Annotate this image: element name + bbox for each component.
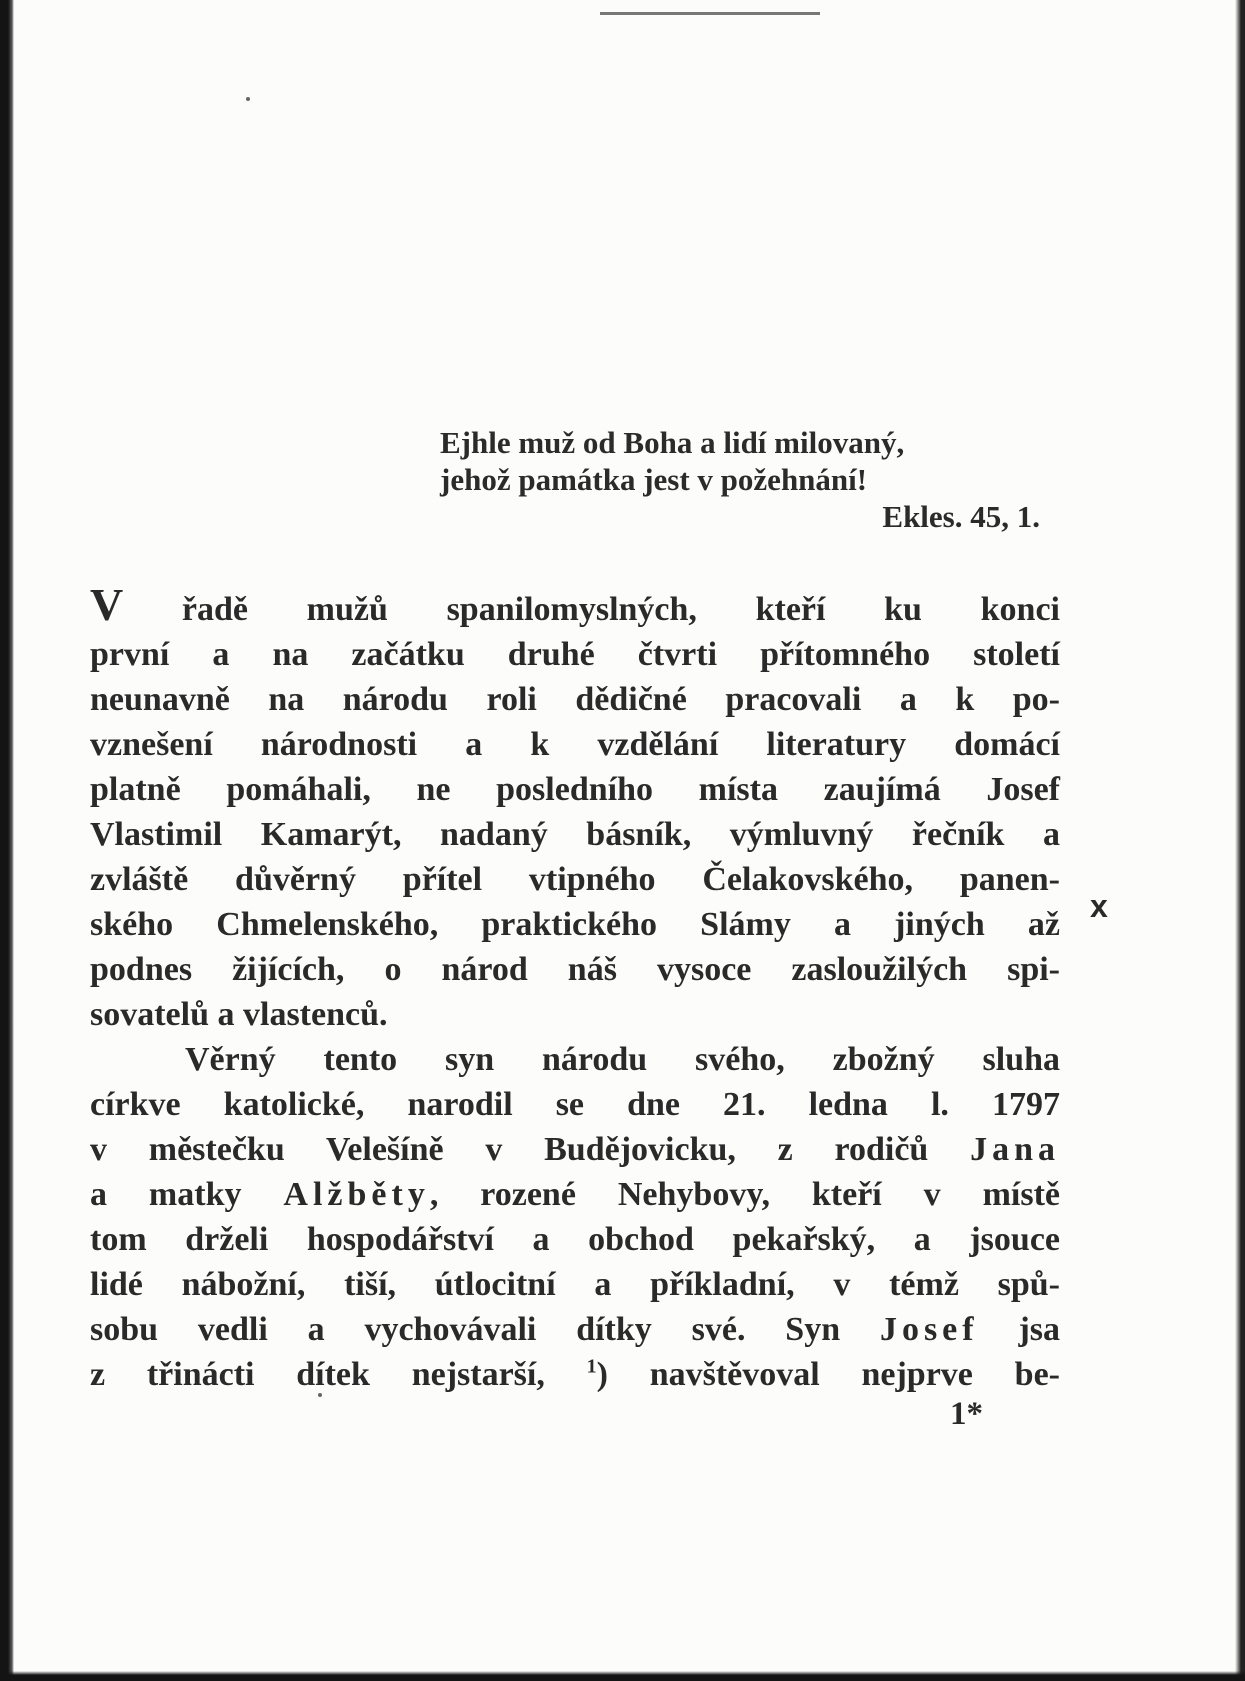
margin-note-mark: x [1090,888,1108,924]
dropcap: V [90,579,124,630]
text-line: sobu vedli a vychovávali dítky své. Syn Josef jsa [90,1311,1061,1348]
text-line: lidé nábožní, tiší, útlocitní a příkladní, v témž spů- [90,1266,1060,1303]
text-line: podnes žijících, o národ náš vysoce zasloužilých spi- [90,951,1060,988]
text-line: a matky Alžběty, rozené Nehybovy, kteří v místě [90,1176,1060,1213]
text-line: první a na začátku druhé čtvrti přítomného století [90,636,1060,673]
name-jana: Jana [970,1131,1060,1168]
text-line: V řadě mužů spanilomyslných, kteří ku konci [90,579,1060,630]
text-line: ského Chmelenského, praktického Slámy a jiných až [90,906,1060,943]
signature-mark: 1* [950,1396,983,1432]
scan-top-mark [600,12,820,15]
text-line: z třinácti dítek nejstarší, $^1$) navštěvoval nejprve be- [90,1355,1060,1393]
text-line: Věrný tento syn národu svého, zbožný sluha [185,1041,1060,1078]
epigraph-line: Ejhle muž od Boha a lidí milovaný, [440,425,905,460]
text-line: neunavně na národu roli dědičné pracovali a k po- [90,681,1060,718]
text-line: Vlastimil Kamarýt, nadaný básník, výmluvný řečník a [90,816,1060,853]
scan-speck [318,1393,322,1397]
text-line: platně pomáhali, ne posledního místa zaujímá Josef [90,771,1060,808]
footnote-marker: 1 [586,1355,597,1378]
scan-speck [246,97,250,101]
epigraph-line: jehož památka jest v požehnání! [440,462,868,497]
epigraph [440,424,1040,535]
epigraph-reference: Ekles. 45, 1. [882,499,1040,534]
text-line: tom drželi hospodářství a obchod pekařský, a jsouce [90,1221,1060,1258]
scan-border-right [1235,0,1245,1681]
text-line: vznešení národnosti a k vzdělání literatury domácí [90,726,1060,763]
text-line: sovatelů a vlastenců. [90,996,388,1033]
scan-border-left [0,0,14,1681]
text-line: církve katolické, narodil se dne 21. ledna l. 1797 [90,1086,1060,1123]
scan-border-bottom [0,1671,1245,1681]
name-josef: Josef [879,1311,979,1348]
text-line: zvláště důvěrný přítel vtipného Čelakovského, panen- [90,861,1060,898]
body-text [90,579,1061,1397]
name-alzbety: Alžběty [283,1176,430,1213]
text-line: v městečku Velešíně v Budějovicku, z rodičů Jana [90,1131,1060,1168]
